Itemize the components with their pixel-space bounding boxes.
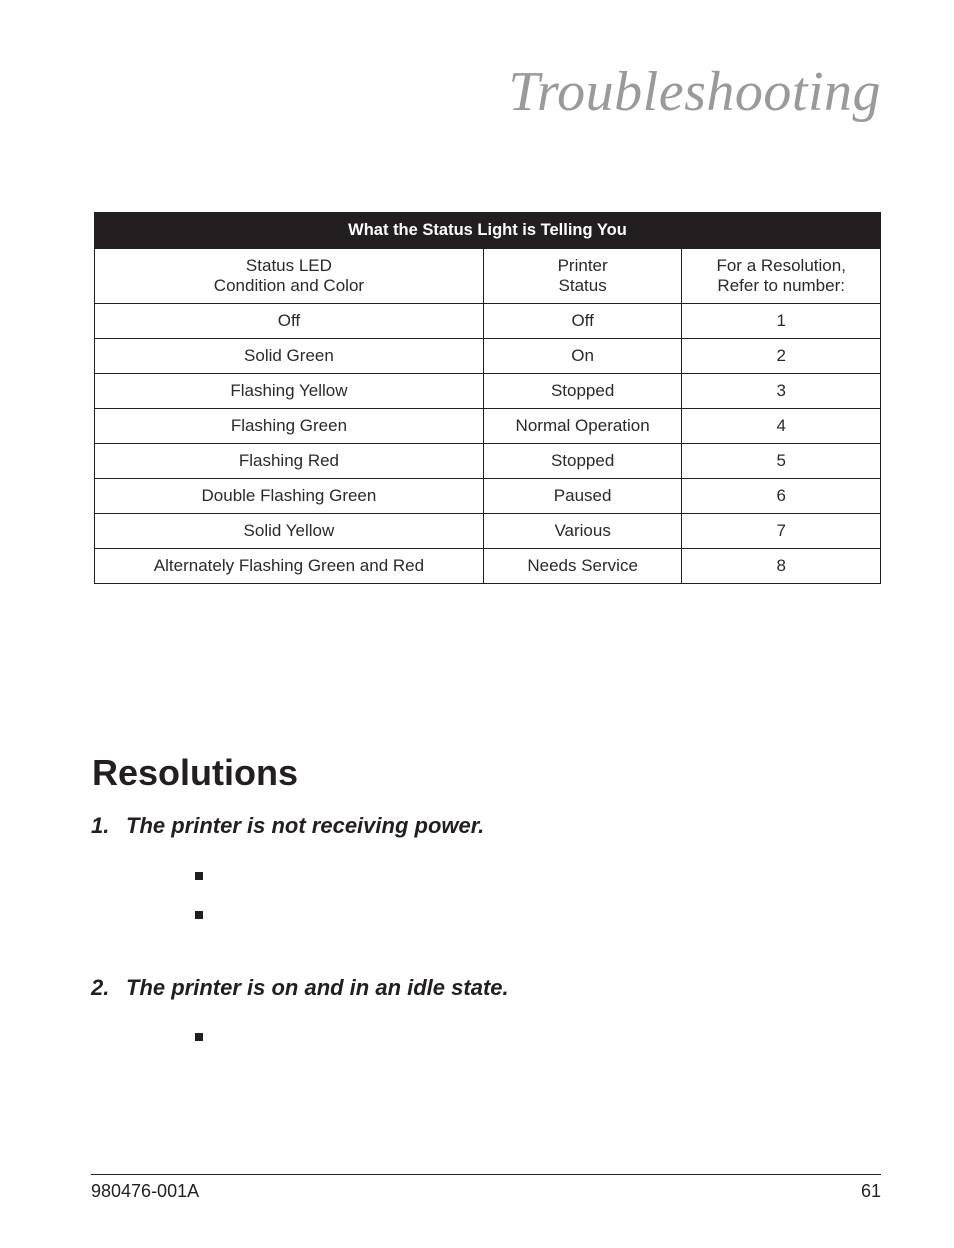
resolution-number-cell: 2 [682,339,881,374]
printer-status-cell: Stopped [483,374,682,409]
table-row [95,444,881,479]
table-row [95,514,881,549]
column-header-line: Condition and Color [213,276,365,295]
table-row [95,409,881,444]
printer-status-cell: On [483,339,682,374]
led-condition-cell: Solid Green [95,339,484,374]
bullet-square-icon [195,872,203,880]
table-row [95,374,881,409]
led-condition-cell: Double Flashing Green [95,479,484,514]
resolution-item-2 [91,975,509,1001]
column-header-line: For a Resolution, [716,256,846,275]
table-caption: What the Status Light is Telling You [95,213,881,249]
column-header-line: Printer [557,256,608,275]
table-row [95,304,881,339]
resolution-number-cell: 3 [682,374,881,409]
column-header-led [95,249,484,304]
led-condition-cell: Flashing Green [95,409,484,444]
printer-status-cell: Stopped [483,444,682,479]
resolution-item-1 [91,813,484,839]
printer-status-cell: Various [483,514,682,549]
resolution-number: 1. [91,813,110,838]
table-row [95,339,881,374]
column-header-resolution [682,249,881,304]
resolution-number-cell: 1 [682,304,881,339]
led-condition-cell: Off [95,304,484,339]
resolution-text: The printer is not receiving power. [126,813,485,838]
table-row [95,479,881,514]
printer-status-cell: Normal Operation [483,409,682,444]
led-condition-cell: Solid Yellow [95,514,484,549]
column-header-line: Status [558,276,607,295]
bullet-square-icon [195,1033,203,1041]
table-header-row [95,249,881,304]
bullet-square-icon [195,911,203,919]
resolutions-heading: Resolutions [92,752,299,793]
resolution-number-cell: 5 [682,444,881,479]
resolution-text: The printer is on and in an idle state. [126,975,509,1000]
document-number: 980476-001A [91,1181,200,1201]
column-header-line: Status LED [245,256,332,275]
printer-status-cell: Off [483,304,682,339]
led-condition-cell: Flashing Yellow [95,374,484,409]
printer-status-cell: Needs Service [483,549,682,584]
resolution-number-cell: 8 [682,549,881,584]
table-row [95,549,881,584]
page-title: Troubleshooting [508,61,881,123]
resolution-number-cell: 4 [682,409,881,444]
status-light-table [94,212,881,584]
led-condition-cell: Flashing Red [95,444,484,479]
printer-status-cell: Paused [483,479,682,514]
resolution-number-cell: 6 [682,479,881,514]
footer-divider [91,1174,881,1175]
column-header-line: Refer to number: [717,276,845,295]
led-condition-cell: Alternately Flashing Green and Red [95,549,484,584]
resolution-number: 2. [91,975,110,1000]
column-header-status [483,249,682,304]
page-number: 61 [860,1181,881,1201]
resolution-number-cell: 7 [682,514,881,549]
